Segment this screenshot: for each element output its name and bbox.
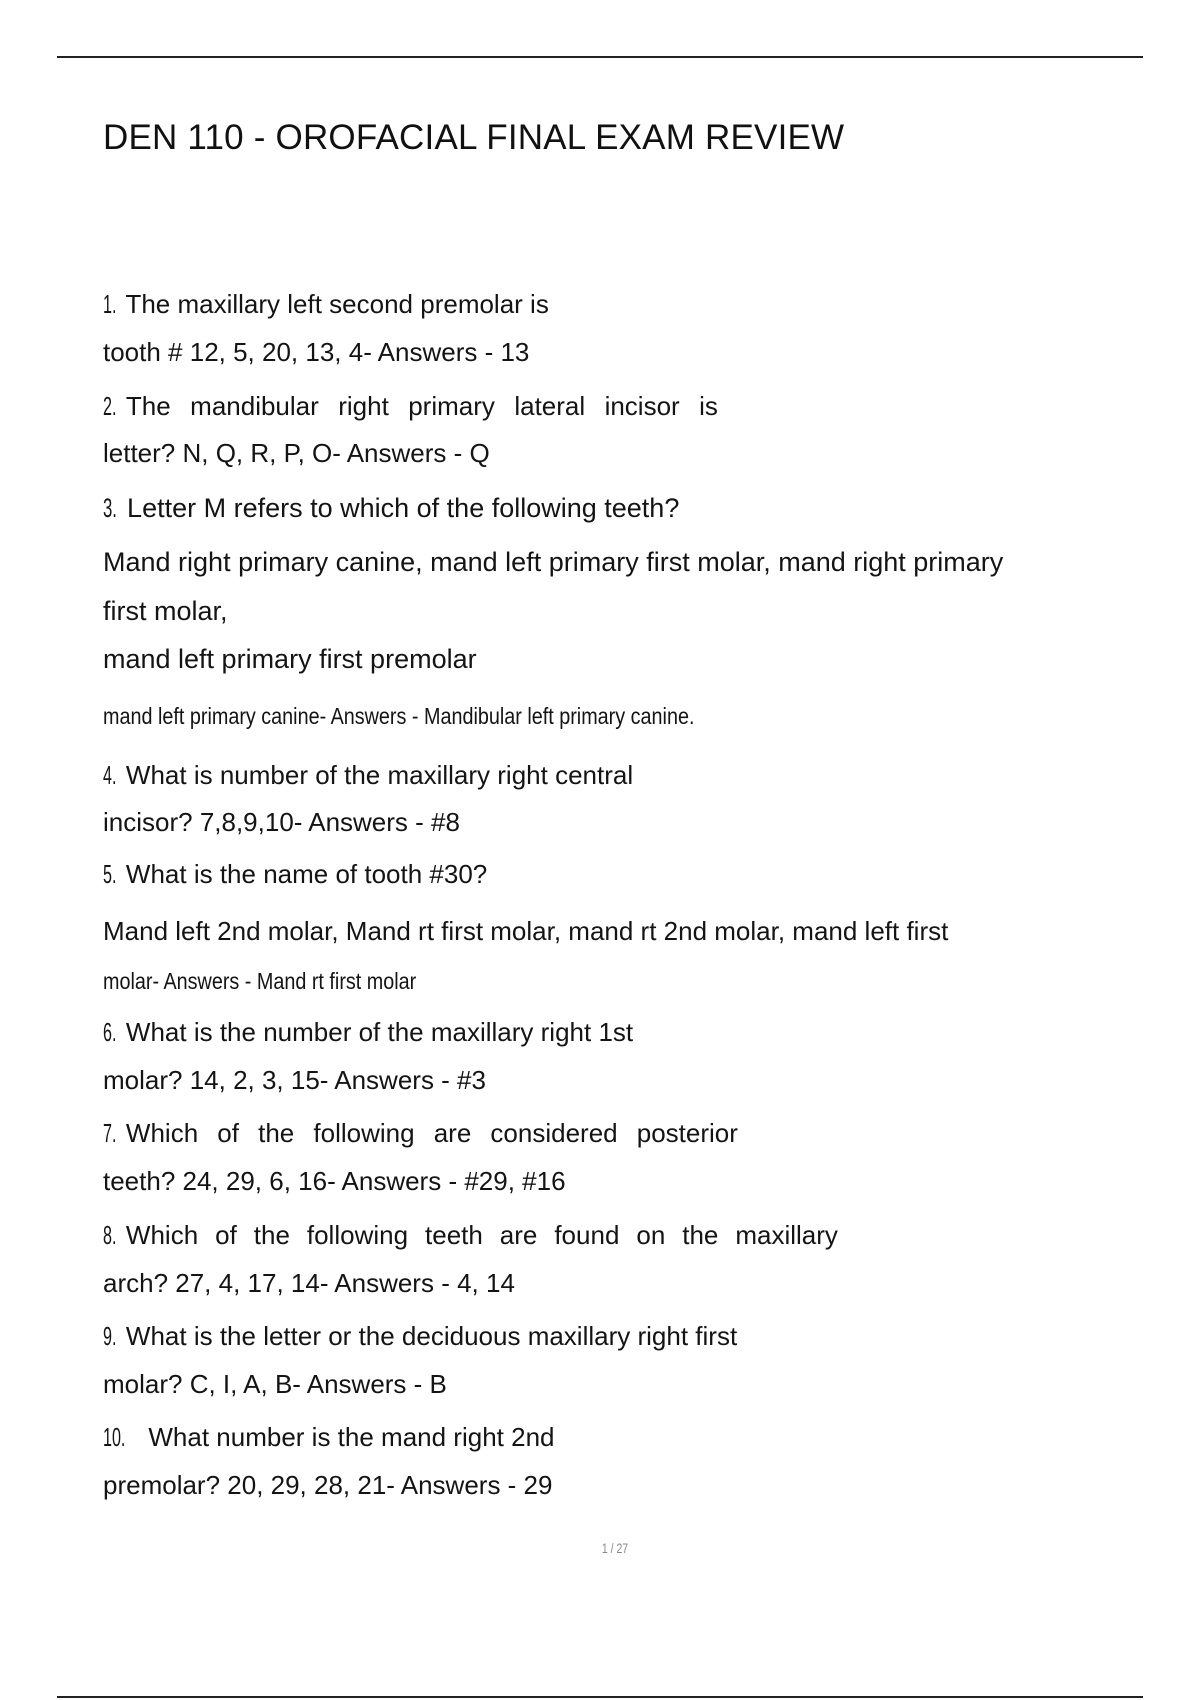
question-number: 5. <box>103 859 117 889</box>
question-8 <box>103 1219 838 1251</box>
question-number: 10. <box>103 1422 126 1452</box>
question-number: 9. <box>103 1321 117 1351</box>
question-text: What is the number of the maxillary right 1st <box>125 1017 634 1047</box>
answer-1: tooth # 12, 5, 20, 13, 4- Answers - 13 <box>103 337 530 367</box>
question-10 <box>103 1421 555 1453</box>
question-1 <box>103 288 549 320</box>
question-7 <box>103 1117 738 1149</box>
answer-7: teeth? 24, 29, 6, 16- Answers - #29, #16 <box>103 1166 566 1196</box>
question-5 <box>103 858 487 890</box>
question-text: The maxillary left second premolar is <box>125 289 549 319</box>
top-rule <box>57 56 1143 58</box>
question-number: 4. <box>103 760 117 790</box>
question-number: 6. <box>103 1017 117 1047</box>
bottom-rule <box>57 1696 1143 1698</box>
question-text: Which of the following are considered posterior <box>125 1118 738 1148</box>
question-3-line-2: Mand right primary canine, mand left primary first molar, mand right primary <box>103 547 1004 577</box>
answer-4: incisor? 7,8,9,10- Answers - #8 <box>103 807 460 837</box>
answer-2: letter? N, Q, R, P, O- Answers - Q <box>103 438 490 468</box>
question-text: What is the name of tooth #30? <box>125 859 488 889</box>
answer-5: molar- Answers - Mand rt first molar <box>103 968 417 994</box>
question-number: 1. <box>103 289 117 319</box>
question-2 <box>103 390 718 422</box>
question-text: What number is the mand right 2nd <box>148 1422 555 1452</box>
question-number: 7. <box>103 1118 117 1148</box>
answer-3: mand left primary canine- Answers - Mandibular left primary canine. <box>103 703 695 729</box>
page-number: 1 / 27 <box>601 1540 629 1556</box>
question-text: What is number of the maxillary right central <box>125 760 634 790</box>
page-title: DEN 110 - OROFACIAL FINAL EXAM REVIEW <box>103 118 845 157</box>
question-number: 2. <box>103 391 117 421</box>
question-3 <box>103 492 679 524</box>
question-4 <box>103 759 633 791</box>
answer-10: premolar? 20, 29, 28, 21- Answers - 29 <box>103 1470 553 1500</box>
answer-8: arch? 27, 4, 17, 14- Answers - 4, 14 <box>103 1268 515 1298</box>
question-3-line-3: first molar, <box>103 596 228 626</box>
question-text: What is the letter or the deciduous maxillary right first <box>125 1321 738 1351</box>
question-text: Letter M refers to which of the following teeth? <box>127 493 680 523</box>
question-number: 3. <box>103 493 117 523</box>
question-3-line-4: mand left primary first premolar <box>103 644 477 674</box>
question-6 <box>103 1016 633 1048</box>
question-text: The mandibular right primary lateral incisor is <box>125 391 718 421</box>
answer-6: molar? 14, 2, 3, 15- Answers - #3 <box>103 1065 486 1095</box>
question-text: Which of the following teeth are found on the maxillary <box>125 1220 838 1250</box>
question-number: 8. <box>103 1220 117 1250</box>
question-9 <box>103 1320 737 1352</box>
answer-9: molar? C, I, A, B- Answers - B <box>103 1369 447 1399</box>
question-5-line-2: Mand left 2nd molar, Mand rt first molar, mand rt 2nd molar, mand left first <box>103 916 949 946</box>
